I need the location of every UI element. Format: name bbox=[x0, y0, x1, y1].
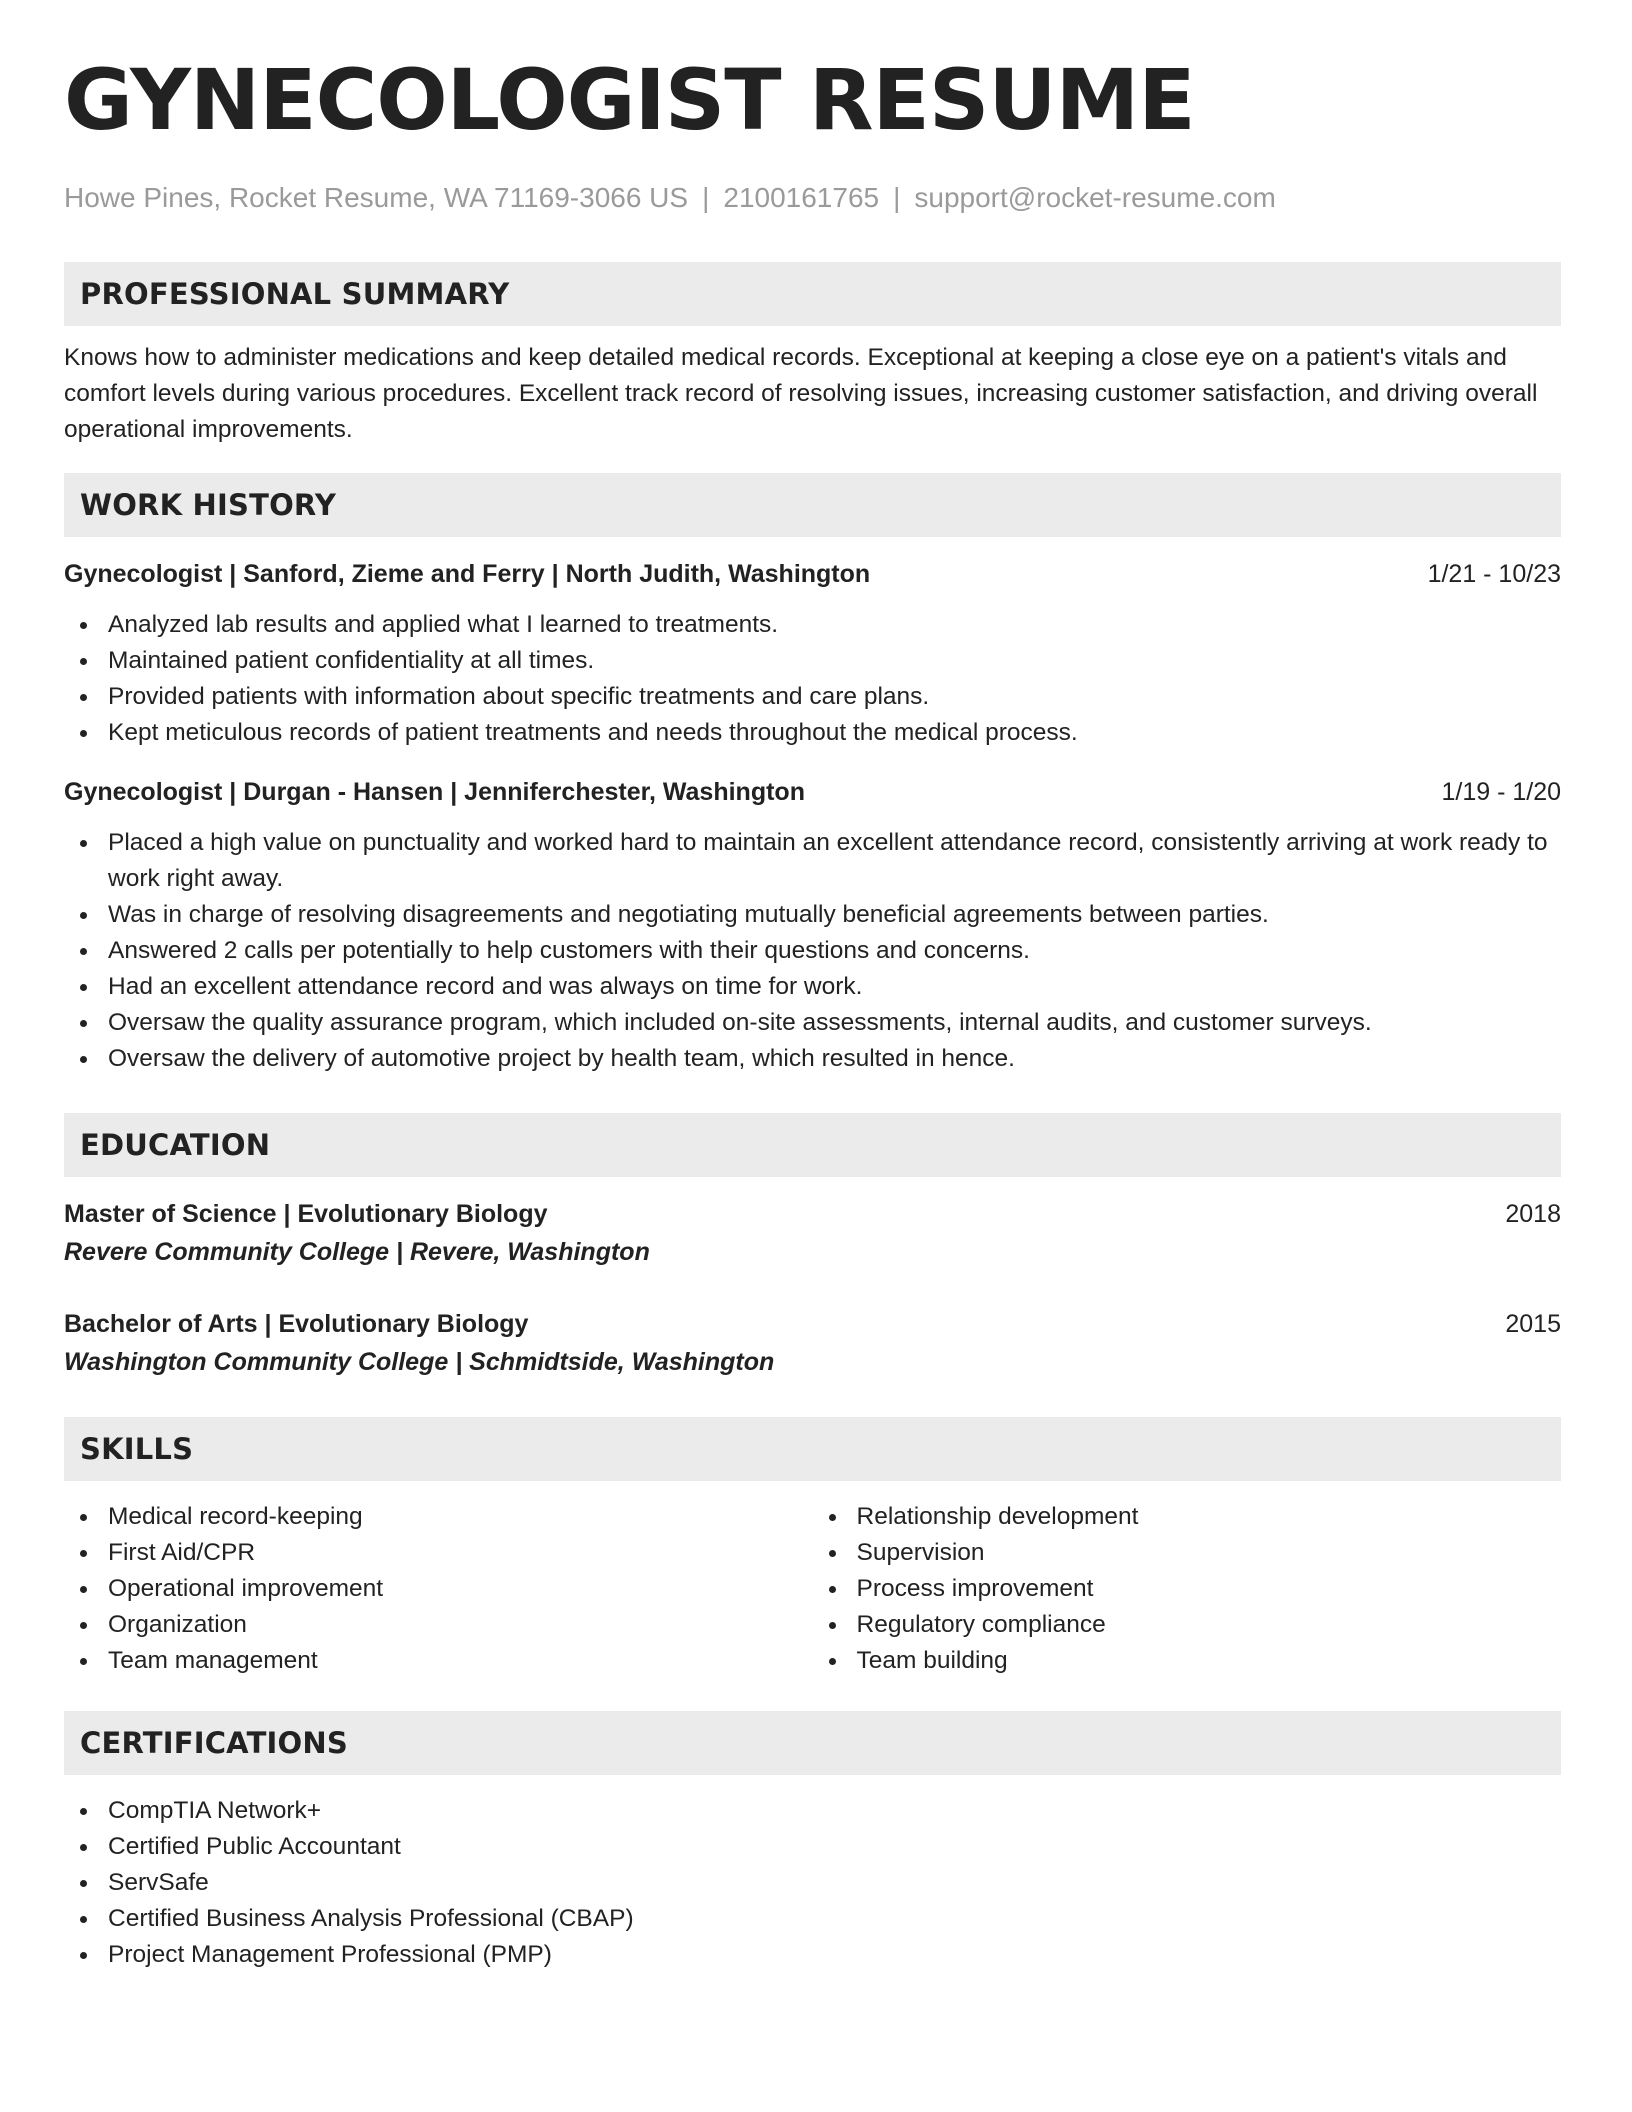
section-header-certifications bbox=[64, 1711, 1561, 1775]
list-item: Had an excellent attendance record and was always on time for work. bbox=[64, 969, 1561, 1005]
section-header-summary bbox=[64, 262, 1561, 326]
education-entry bbox=[64, 1305, 1561, 1381]
job-dates: 1/21 - 10/23 bbox=[1427, 560, 1561, 588]
list-item: Team building bbox=[813, 1643, 1562, 1679]
education-header bbox=[64, 1195, 1561, 1233]
resume-page bbox=[64, 51, 1561, 1973]
list-item: Answered 2 calls per potentially to help customers with their questions and concerns. bbox=[64, 933, 1561, 969]
list-item: CompTIA Network+ bbox=[64, 1793, 1561, 1829]
section-header-education bbox=[64, 1113, 1561, 1177]
list-item: Maintained patient confidentiality at all times. bbox=[64, 643, 1561, 679]
education-school: Washington Community College | Schmidtside, Washington bbox=[64, 1348, 775, 1376]
summary-text: Knows how to administer medications and keep detailed medical records. Exceptional at keeping a close eye on a patient's vitals and comfort levels during various procedures. Excellent track record of resolving issues, increasing customer satisfaction, and driving overall operational improvements. bbox=[64, 344, 1538, 443]
education-year: 2015 bbox=[1505, 1310, 1561, 1338]
list-item: ServSafe bbox=[64, 1865, 1561, 1901]
section-header-work-history bbox=[64, 473, 1561, 537]
contact-email: support@rocket-resume.com bbox=[914, 182, 1276, 213]
skills-grid bbox=[64, 1499, 1561, 1679]
skills-column-left bbox=[64, 1499, 813, 1679]
contact-separator: | bbox=[702, 182, 710, 213]
job-header bbox=[64, 557, 1561, 591]
education-degree: Bachelor of Arts | Evolutionary Biology bbox=[64, 1310, 529, 1338]
list-item: Oversaw the quality assurance program, which included on-site assessments, internal audits, and customer surveys. bbox=[64, 1005, 1561, 1041]
job-bullets bbox=[64, 607, 1561, 751]
section-heading: SKILLS bbox=[80, 1432, 194, 1466]
list-item: Medical record-keeping bbox=[64, 1499, 813, 1535]
education-year: 2018 bbox=[1505, 1200, 1561, 1228]
list-item: Organization bbox=[64, 1607, 813, 1643]
section-header-skills bbox=[64, 1417, 1561, 1481]
section-heading: PROFESSIONAL SUMMARY bbox=[80, 277, 510, 311]
certifications-list bbox=[64, 1793, 1561, 1973]
list-item: Process improvement bbox=[813, 1571, 1562, 1607]
education-degree: Master of Science | Evolutionary Biology bbox=[64, 1200, 548, 1228]
education-entry bbox=[64, 1195, 1561, 1271]
contact-separator: | bbox=[893, 182, 901, 213]
contact-line bbox=[64, 184, 1561, 212]
job-dates: 1/19 - 1/20 bbox=[1441, 778, 1561, 806]
job-bullets bbox=[64, 825, 1561, 1077]
section-heading: EDUCATION bbox=[80, 1128, 271, 1162]
job-header bbox=[64, 775, 1561, 809]
list-item: Relationship development bbox=[813, 1499, 1562, 1535]
section-heading: WORK HISTORY bbox=[80, 488, 337, 522]
skills-column-right bbox=[813, 1499, 1562, 1679]
list-item: Kept meticulous records of patient treatments and needs throughout the medical process. bbox=[64, 715, 1561, 751]
skills-list bbox=[64, 1499, 813, 1679]
contact-phone: 2100161765 bbox=[723, 182, 880, 213]
education-school: Revere Community College | Revere, Washington bbox=[64, 1238, 650, 1266]
education-header bbox=[64, 1305, 1561, 1343]
list-item: Supervision bbox=[813, 1535, 1562, 1571]
list-item: First Aid/CPR bbox=[64, 1535, 813, 1571]
section-heading: CERTIFICATIONS bbox=[80, 1726, 348, 1760]
resume-title: GYNECOLOGIST RESUME bbox=[64, 51, 1195, 149]
job-title: Gynecologist | Durgan - Hansen | Jenniferchester, Washington bbox=[64, 778, 805, 806]
list-item: Was in charge of resolving disagreements and negotiating mutually beneficial agreements between parties. bbox=[64, 897, 1561, 933]
job-entry bbox=[64, 557, 1561, 751]
skills-list bbox=[813, 1499, 1562, 1679]
list-item: Analyzed lab results and applied what I learned to treatments. bbox=[64, 607, 1561, 643]
list-item: Team management bbox=[64, 1643, 813, 1679]
list-item: Certified Public Accountant bbox=[64, 1829, 1561, 1865]
contact-address: Howe Pines, Rocket Resume, WA 71169-3066 US bbox=[64, 182, 689, 213]
list-item: Operational improvement bbox=[64, 1571, 813, 1607]
list-item: Project Management Professional (PMP) bbox=[64, 1937, 1561, 1973]
job-entry bbox=[64, 775, 1561, 1077]
list-item: Certified Business Analysis Professional (CBAP) bbox=[64, 1901, 1561, 1937]
list-item: Placed a high value on punctuality and worked hard to maintain an excellent attendance record, consistently arriving at work ready to work right away. bbox=[64, 825, 1561, 897]
list-item: Oversaw the delivery of automotive project by health team, which resulted in hence. bbox=[64, 1041, 1561, 1077]
list-item: Provided patients with information about specific treatments and care plans. bbox=[64, 679, 1561, 715]
list-item: Regulatory compliance bbox=[813, 1607, 1562, 1643]
job-title: Gynecologist | Sanford, Zieme and Ferry | North Judith, Washington bbox=[64, 560, 871, 588]
